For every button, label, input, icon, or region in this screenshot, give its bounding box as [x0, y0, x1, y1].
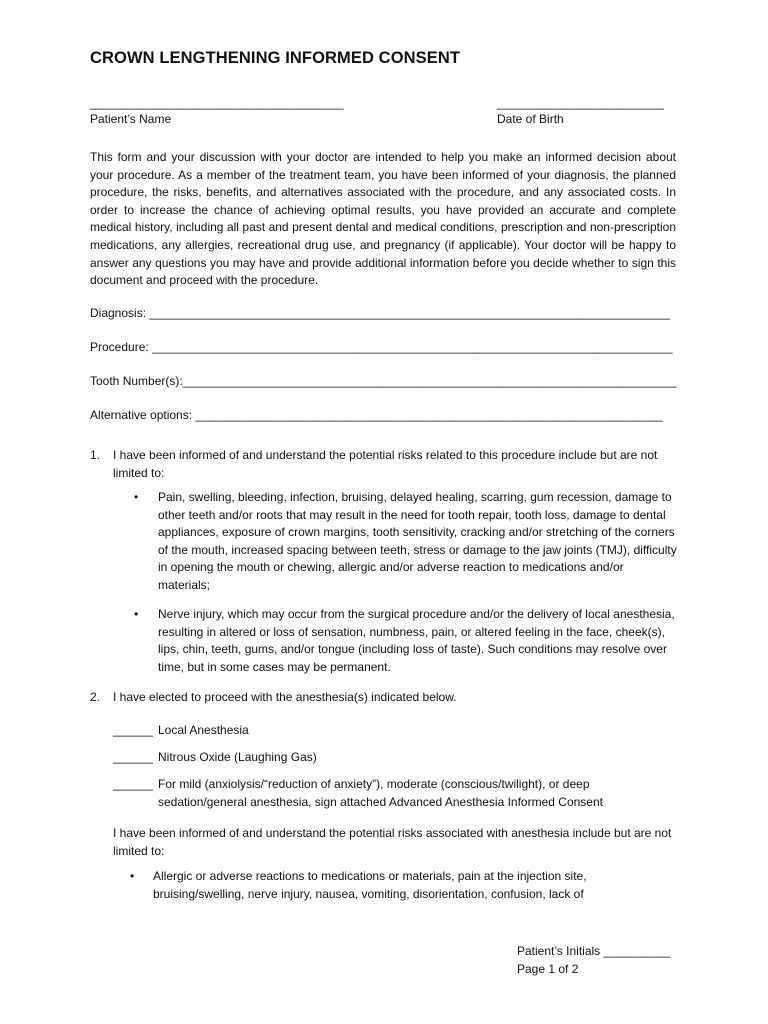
bullet-icon: •: [134, 490, 139, 504]
sedation-blank[interactable]: ______: [113, 777, 154, 791]
anesthesia-risk-text: I have been informed of and understand the potential risks associated with anesthesia include but are not limited to:: [113, 826, 672, 858]
page-number: Page 1 of 2: [517, 962, 579, 976]
sedation-label: For mild (anxiolysis/“reduction of anxiety”), moderate (conscious/twilight), or deep sedation/general anesthesia, sign attached Advanced Anesthesia Informed Consent: [158, 777, 603, 809]
procedure-field[interactable]: Procedure: ______________________________________________________________________________: [90, 340, 673, 354]
local-anesthesia-label: Local Anesthesia: [158, 723, 249, 737]
nitrous-oxide-blank[interactable]: ______: [113, 750, 154, 764]
patient-initials-field[interactable]: Patient’s Initials __________: [517, 944, 671, 958]
anesthesia-risk-bullet: Allergic or adverse reactions to medications or materials, pain at the injection site, bruising/swelling, nerve injury, nausea, vomiting, disorientation, confusion, lack of: [153, 869, 587, 901]
tooth-number-field[interactable]: Tooth Number(s):__________________________________________________________________________: [90, 374, 677, 388]
document-title: CROWN LENGTHENING INFORMED CONSENT: [90, 49, 461, 67]
patient-name-label: Patient’s Name: [90, 112, 172, 126]
bullet-icon: •: [134, 607, 139, 621]
dob-label: Date of Birth: [497, 112, 564, 126]
item-2-text: I have elected to proceed with the anesthesia(s) indicated below.: [113, 690, 457, 704]
intro-paragraph: This form and your discussion with your doctor are intended to help you make an informed decision about your procedure. As a member of the treatment team, you have been informed of your diagnosis, the planned procedure, the risks, benefits, and alternatives associated with the procedure, and any associated costs. In order to increase the chance of achieving optimal results, you have provided an accurate and complete medical history, including all past and present dental and medical conditions, prescription and non-prescription medications, any allergies, recreational drug use, and pregnancy (if applicable). Your doctor will be happy to answer any questions you may have and provide additional information before you decide whether to sign this document and proceed with the procedure.: [90, 150, 676, 288]
item-2-number: 2.: [90, 690, 101, 704]
patient-name-line[interactable]: ______________________________________: [90, 96, 344, 110]
risk-bullet-1: Pain, swelling, bleeding, infection, bruising, delayed healing, scarring, gum recession, damage to other teeth and/or roots that may result in the need for tooth repair, tooth loss, damage to dental appliances, exposure of crown margins, tooth sensitivity, cracking and/or stretching of the corners of the mouth, increased spacing between teeth, stress or damage to the jaw joints (TMJ), difficulty in opening the mouth or chewing, allergic and/or adverse reaction to medications and/or materials;: [158, 490, 677, 592]
risk-bullet-2: Nerve injury, which may occur from the surgical procedure and/or the delivery of local anesthesia, resulting in altered or loss of sensation, numbness, pain, or altered feeling in the face, cheek(s), lips, chin, teeth, gums, and/or tongue (including loss of taste). Such conditions may resolve over time, but in some cases may be permanent.: [158, 607, 675, 674]
nitrous-oxide-label: Nitrous Oxide (Laughing Gas): [158, 750, 317, 764]
item-1-text: I have been informed of and understand the potential risks related to this procedure include but are not limited to:: [113, 448, 658, 480]
local-anesthesia-blank[interactable]: ______: [113, 723, 154, 737]
bullet-icon: •: [130, 869, 135, 883]
diagnosis-field[interactable]: Diagnosis: ______________________________________________________________________________: [90, 306, 670, 320]
item-1-number: 1.: [90, 448, 101, 462]
alternative-options-field[interactable]: Alternative options: ______________________________________________________________________: [90, 408, 663, 422]
dob-line[interactable]: _________________________: [497, 96, 664, 110]
